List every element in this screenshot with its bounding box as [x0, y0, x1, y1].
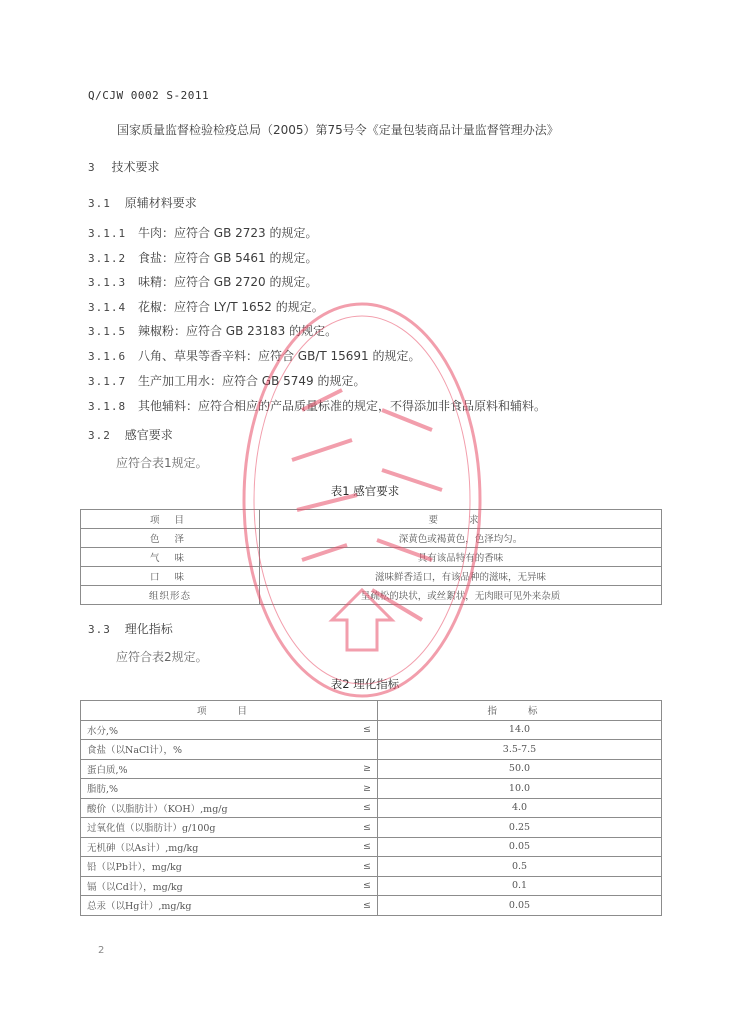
table-row	[81, 798, 662, 818]
operator-cell: ≤	[327, 876, 378, 896]
table-cell: 色 泽	[81, 529, 260, 548]
section-3-3-heading	[88, 620, 173, 637]
table-cell: 口 味	[81, 567, 260, 586]
section-number: 3.1	[88, 197, 111, 210]
table-cell: 0.5	[378, 857, 662, 877]
item-number: 3.1.1	[88, 227, 127, 240]
section-title: 原辅材料要求	[124, 196, 197, 210]
table-row	[81, 740, 662, 760]
table-cell: 0.05	[378, 896, 662, 916]
operator-cell: ≤	[327, 798, 378, 818]
list-item	[88, 273, 317, 290]
list-item	[88, 347, 420, 364]
table-cell: 深黄色或褐黄色，色泽均匀。	[260, 529, 662, 548]
table-cell: 10.0	[378, 779, 662, 799]
section-title: 感官要求	[124, 428, 173, 442]
item-number: 3.1.8	[88, 400, 127, 413]
list-item	[88, 249, 317, 266]
table-row	[81, 720, 662, 740]
item-text: 花椒：应符合 LY/T 1652 的规定。	[137, 300, 324, 314]
list-item	[88, 298, 324, 315]
section-title: 技术要求	[111, 160, 160, 174]
item-text: 其他辅料：应符合相应的产品质量标准的规定，不得添加非食品原料和辅料。	[137, 399, 546, 413]
table1-caption: 表1 感官要求	[330, 484, 400, 498]
table-cell: 铅（以Pb计），mg/kg	[81, 857, 328, 877]
table2-caption: 表2 理化指标	[330, 677, 400, 691]
table-cell: 食盐（以NaCl计），%	[81, 740, 328, 760]
table-cell: 0.25	[378, 818, 662, 838]
table-cell: 0.05	[378, 837, 662, 857]
table-row	[81, 548, 662, 567]
table-cell: 4.0	[378, 798, 662, 818]
section-title: 理化指标	[124, 622, 173, 636]
table-header-cell: 要 求	[260, 510, 662, 529]
table-row	[81, 529, 662, 548]
section-number: 3	[88, 161, 96, 174]
operator-cell	[327, 740, 378, 760]
table-cell: 具有该品特有的香味	[260, 548, 662, 567]
table-cell: 蛋白质,%	[81, 759, 328, 779]
table-header-cell: 指 标	[378, 701, 662, 721]
list-item	[88, 322, 337, 339]
document-code: Q/CJW 0002 S-2011	[88, 89, 210, 102]
table-row	[81, 876, 662, 896]
table-cell: 脂肪,%	[81, 779, 328, 799]
operator-cell: ≤	[327, 857, 378, 877]
list-item	[88, 224, 317, 241]
physicochemical-table	[80, 700, 662, 916]
table-header-row	[81, 510, 662, 529]
table-cell: 0.1	[378, 876, 662, 896]
table-header-cell: 项 目	[81, 510, 260, 529]
table-row	[81, 779, 662, 799]
table-row	[81, 759, 662, 779]
item-text: 生产加工用水：应符合 GB 5749 的规定。	[137, 374, 366, 388]
table-row	[81, 567, 662, 586]
table-row	[81, 837, 662, 857]
section-note: 应符合表2规定。	[116, 650, 208, 664]
table-cell: 14.0	[378, 720, 662, 740]
table-header-cell: 项 目	[81, 701, 378, 721]
page-number: 2	[98, 945, 105, 956]
section-note: 应符合表1规定。	[116, 456, 208, 470]
table-cell: 呈疏松的块状，或丝絮状，无肉眼可见外来杂质	[260, 586, 662, 605]
table-header-row	[81, 701, 662, 721]
item-number: 3.1.7	[88, 375, 127, 388]
operator-cell: ≥	[327, 759, 378, 779]
table-cell: 总汞（以Hg计）,mg/kg	[81, 896, 328, 916]
item-number: 3.1.2	[88, 252, 127, 265]
operator-cell: ≤	[327, 896, 378, 916]
table-cell: 滋味鲜香适口，有该品种的滋味，无异味	[260, 567, 662, 586]
table-cell: 组织形态	[81, 586, 260, 605]
table-row	[81, 818, 662, 838]
operator-cell: ≤	[327, 720, 378, 740]
table-row	[81, 586, 662, 605]
item-text: 味精：应符合 GB 2720 的规定。	[137, 275, 318, 289]
item-text: 食盐：应符合 GB 5461 的规定。	[137, 251, 318, 265]
table-cell: 过氧化值（以脂肪计）g/100g	[81, 818, 328, 838]
table-row	[81, 857, 662, 877]
item-number: 3.1.3	[88, 276, 127, 289]
item-text: 辣椒粉：应符合 GB 23183 的规定。	[137, 324, 338, 338]
item-number: 3.1.5	[88, 325, 127, 338]
list-item	[88, 397, 546, 414]
operator-cell: ≤	[327, 837, 378, 857]
section-3-1-heading	[88, 194, 197, 211]
table-row	[81, 896, 662, 916]
operator-cell: ≥	[327, 779, 378, 799]
table-cell: 气 味	[81, 548, 260, 567]
item-text: 八角、草果等香辛料：应符合 GB/T 15691 的规定。	[137, 349, 421, 363]
table-cell: 水分,%	[81, 720, 328, 740]
section-3-2-heading	[88, 426, 173, 443]
section-3-heading	[88, 158, 159, 175]
section-number: 3.3	[88, 623, 111, 636]
item-text: 牛肉：应符合 GB 2723 的规定。	[137, 226, 318, 240]
list-item	[88, 372, 365, 389]
table-cell: 3.5-7.5	[378, 740, 662, 760]
operator-cell: ≤	[327, 818, 378, 838]
item-number: 3.1.4	[88, 301, 127, 314]
section-number: 3.2	[88, 429, 111, 442]
item-number: 3.1.6	[88, 350, 127, 363]
table-cell: 酸价（以脂肪计）（KOH）,mg/g	[81, 798, 328, 818]
table-cell: 50.0	[378, 759, 662, 779]
table-cell: 无机砷（以As计）,mg/kg	[81, 837, 328, 857]
reference-line: 国家质量监督检验检疫总局（2005）第75号令《定量包装商品计量监督管理办法》	[117, 123, 559, 137]
sensory-table	[80, 509, 662, 605]
table-cell: 镉（以Cd计），mg/kg	[81, 876, 328, 896]
